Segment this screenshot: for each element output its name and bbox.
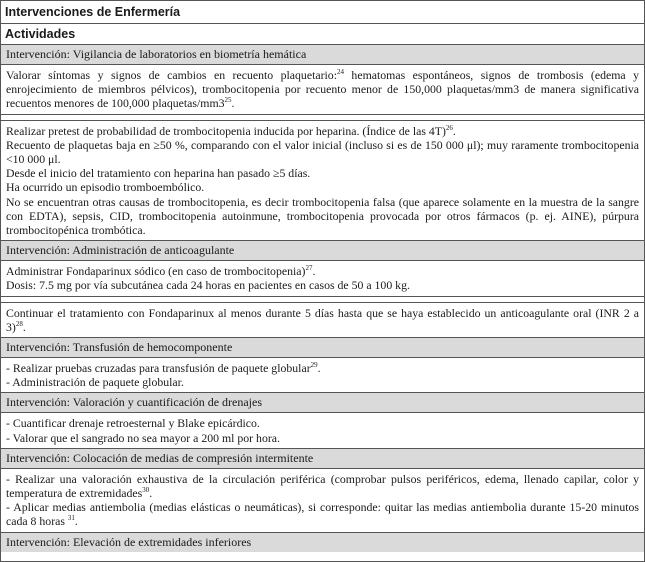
activity-line: [6, 68, 639, 111]
activity-text: .: [452, 123, 456, 138]
reference-number: 26: [445, 123, 453, 132]
intervention-header: Intervención: Administración de anticoagulante: [1, 241, 644, 261]
activity-text: Ha ocurrido un episodio tromboembólico.: [6, 180, 205, 195]
activity-cell: [1, 303, 644, 338]
activity-line: [6, 416, 639, 430]
activity-text: .: [149, 486, 153, 501]
activity-cell: [1, 65, 644, 115]
intervention-header: Intervención: Elevación de extremidades inferiores: [1, 533, 644, 552]
activity-line: [6, 195, 639, 238]
intervention-header: Intervención: Transfusión de hemocomponente: [1, 338, 644, 358]
intervention-header: Intervención: Vigilancia de laboratorios en biometría hemática: [1, 45, 644, 65]
activity-line: [6, 500, 639, 528]
activity-text: .: [231, 96, 235, 111]
activity-cell: [1, 469, 644, 533]
activity-text: Recuento de plaquetas baja en ≥50 %, comparando con el valor inicial (incluso si es de 150 000 μl); muy raramente trombocitopenia <10 000 μl.: [6, 137, 639, 167]
activity-text: hematomas espontáneos, signos de trombosis (edema y enrojecimiento de miembros pélvicos), trombocitopenia por recuento menor de 150,000 plaquetas/mm3 de manera significativa recuentos menores de 100,000 plaquetas/mm3: [6, 68, 639, 111]
sections-container: [1, 45, 644, 552]
activity-line: [6, 138, 639, 166]
activity-line: [6, 361, 639, 375]
reference-number: 27: [305, 264, 313, 273]
activity-line: [6, 166, 639, 180]
activity-line: [6, 180, 639, 194]
activity-cell: [1, 261, 644, 296]
activity-text: - Cuantificar drenaje retroesternal y Blake epicárdico.: [6, 416, 260, 431]
activity-cell: [1, 413, 644, 448]
activity-line: [6, 124, 639, 138]
activity-text: - Realizar una valoración exhaustiva de la circulación periférica (comprobar pulsos periféricos, edema, llenado capilar, color y temperatura de extremidades: [6, 471, 639, 501]
activity-text: Realizar pretest de probabilidad de trombocitopenia inducida por heparina. (Índice de las 4T): [6, 123, 446, 138]
activity-cell: [1, 121, 644, 242]
activity-text: .: [22, 319, 26, 334]
reference-number: 25: [224, 96, 232, 105]
table-title: Intervenciones de Enfermería: [1, 1, 644, 24]
activity-text: Administrar Fondaparinux sódico (en caso de trombocitopenia): [6, 264, 306, 279]
activity-line: [6, 278, 639, 292]
intervention-header: Intervención: Colocación de medias de compresión intermitente: [1, 449, 644, 469]
activity-line: [6, 264, 639, 278]
table-subtitle: Actividades: [1, 24, 644, 45]
activity-text: .: [74, 514, 78, 529]
activity-line: [6, 375, 639, 389]
reference-number: 24: [336, 68, 344, 77]
activity-cell: [1, 358, 644, 393]
activity-text: Valorar síntomas y signos de cambios en recuento plaquetario:: [6, 68, 337, 82]
activity-text: - Valorar que el sangrado no sea mayor a 200 ml por hora.: [6, 430, 280, 445]
reference-number: 30: [142, 486, 150, 495]
activity-text: Desde el inicio del tratamiento con heparina han pasado ≥5 días.: [6, 166, 311, 181]
activity-text: Continuar el tratamiento con Fondaparinux al menos durante 5 días hasta que se haya establecido un anticoagulante oral (INR 2 a 3): [6, 305, 639, 334]
reference-number: 31: [67, 514, 75, 523]
activity-text: - Administración de paquete globular.: [6, 375, 184, 390]
reference-number: 29: [310, 361, 318, 370]
intervention-header: Intervención: Valoración y cuantificación de drenajes: [1, 393, 644, 413]
activity-line: [6, 472, 639, 500]
activity-line: [6, 306, 639, 334]
activity-text: Dosis: 7.5 mg por vía subcutánea cada 24 horas en pacientes en casos de 50 a 100 kg.: [6, 278, 410, 293]
activity-text: No se encuentran otras causas de trombocitopenia, es decir trombocitopenia falsa (que aparece solamente en la muestra de la sangre con EDTA), sepsis, CID, trombocitopenia autoinmune, trombocitopenia provocada por otros fármacos (p. ej. AINE), púrpura trombocitopénica trombótica.: [6, 194, 639, 238]
activity-line: [6, 431, 639, 445]
activity-text: .: [317, 361, 321, 376]
activity-text: .: [312, 264, 316, 279]
activity-text: - Realizar pruebas cruzadas para transfusión de paquete globular: [6, 361, 311, 376]
reference-number: 28: [15, 319, 23, 328]
activity-text: - Aplicar medias antiembolia (medias elásticas o neumáticas), si corresponde: quitar las medias antiembolia durante 15-20 minutos cada 8 horas: [6, 500, 639, 529]
